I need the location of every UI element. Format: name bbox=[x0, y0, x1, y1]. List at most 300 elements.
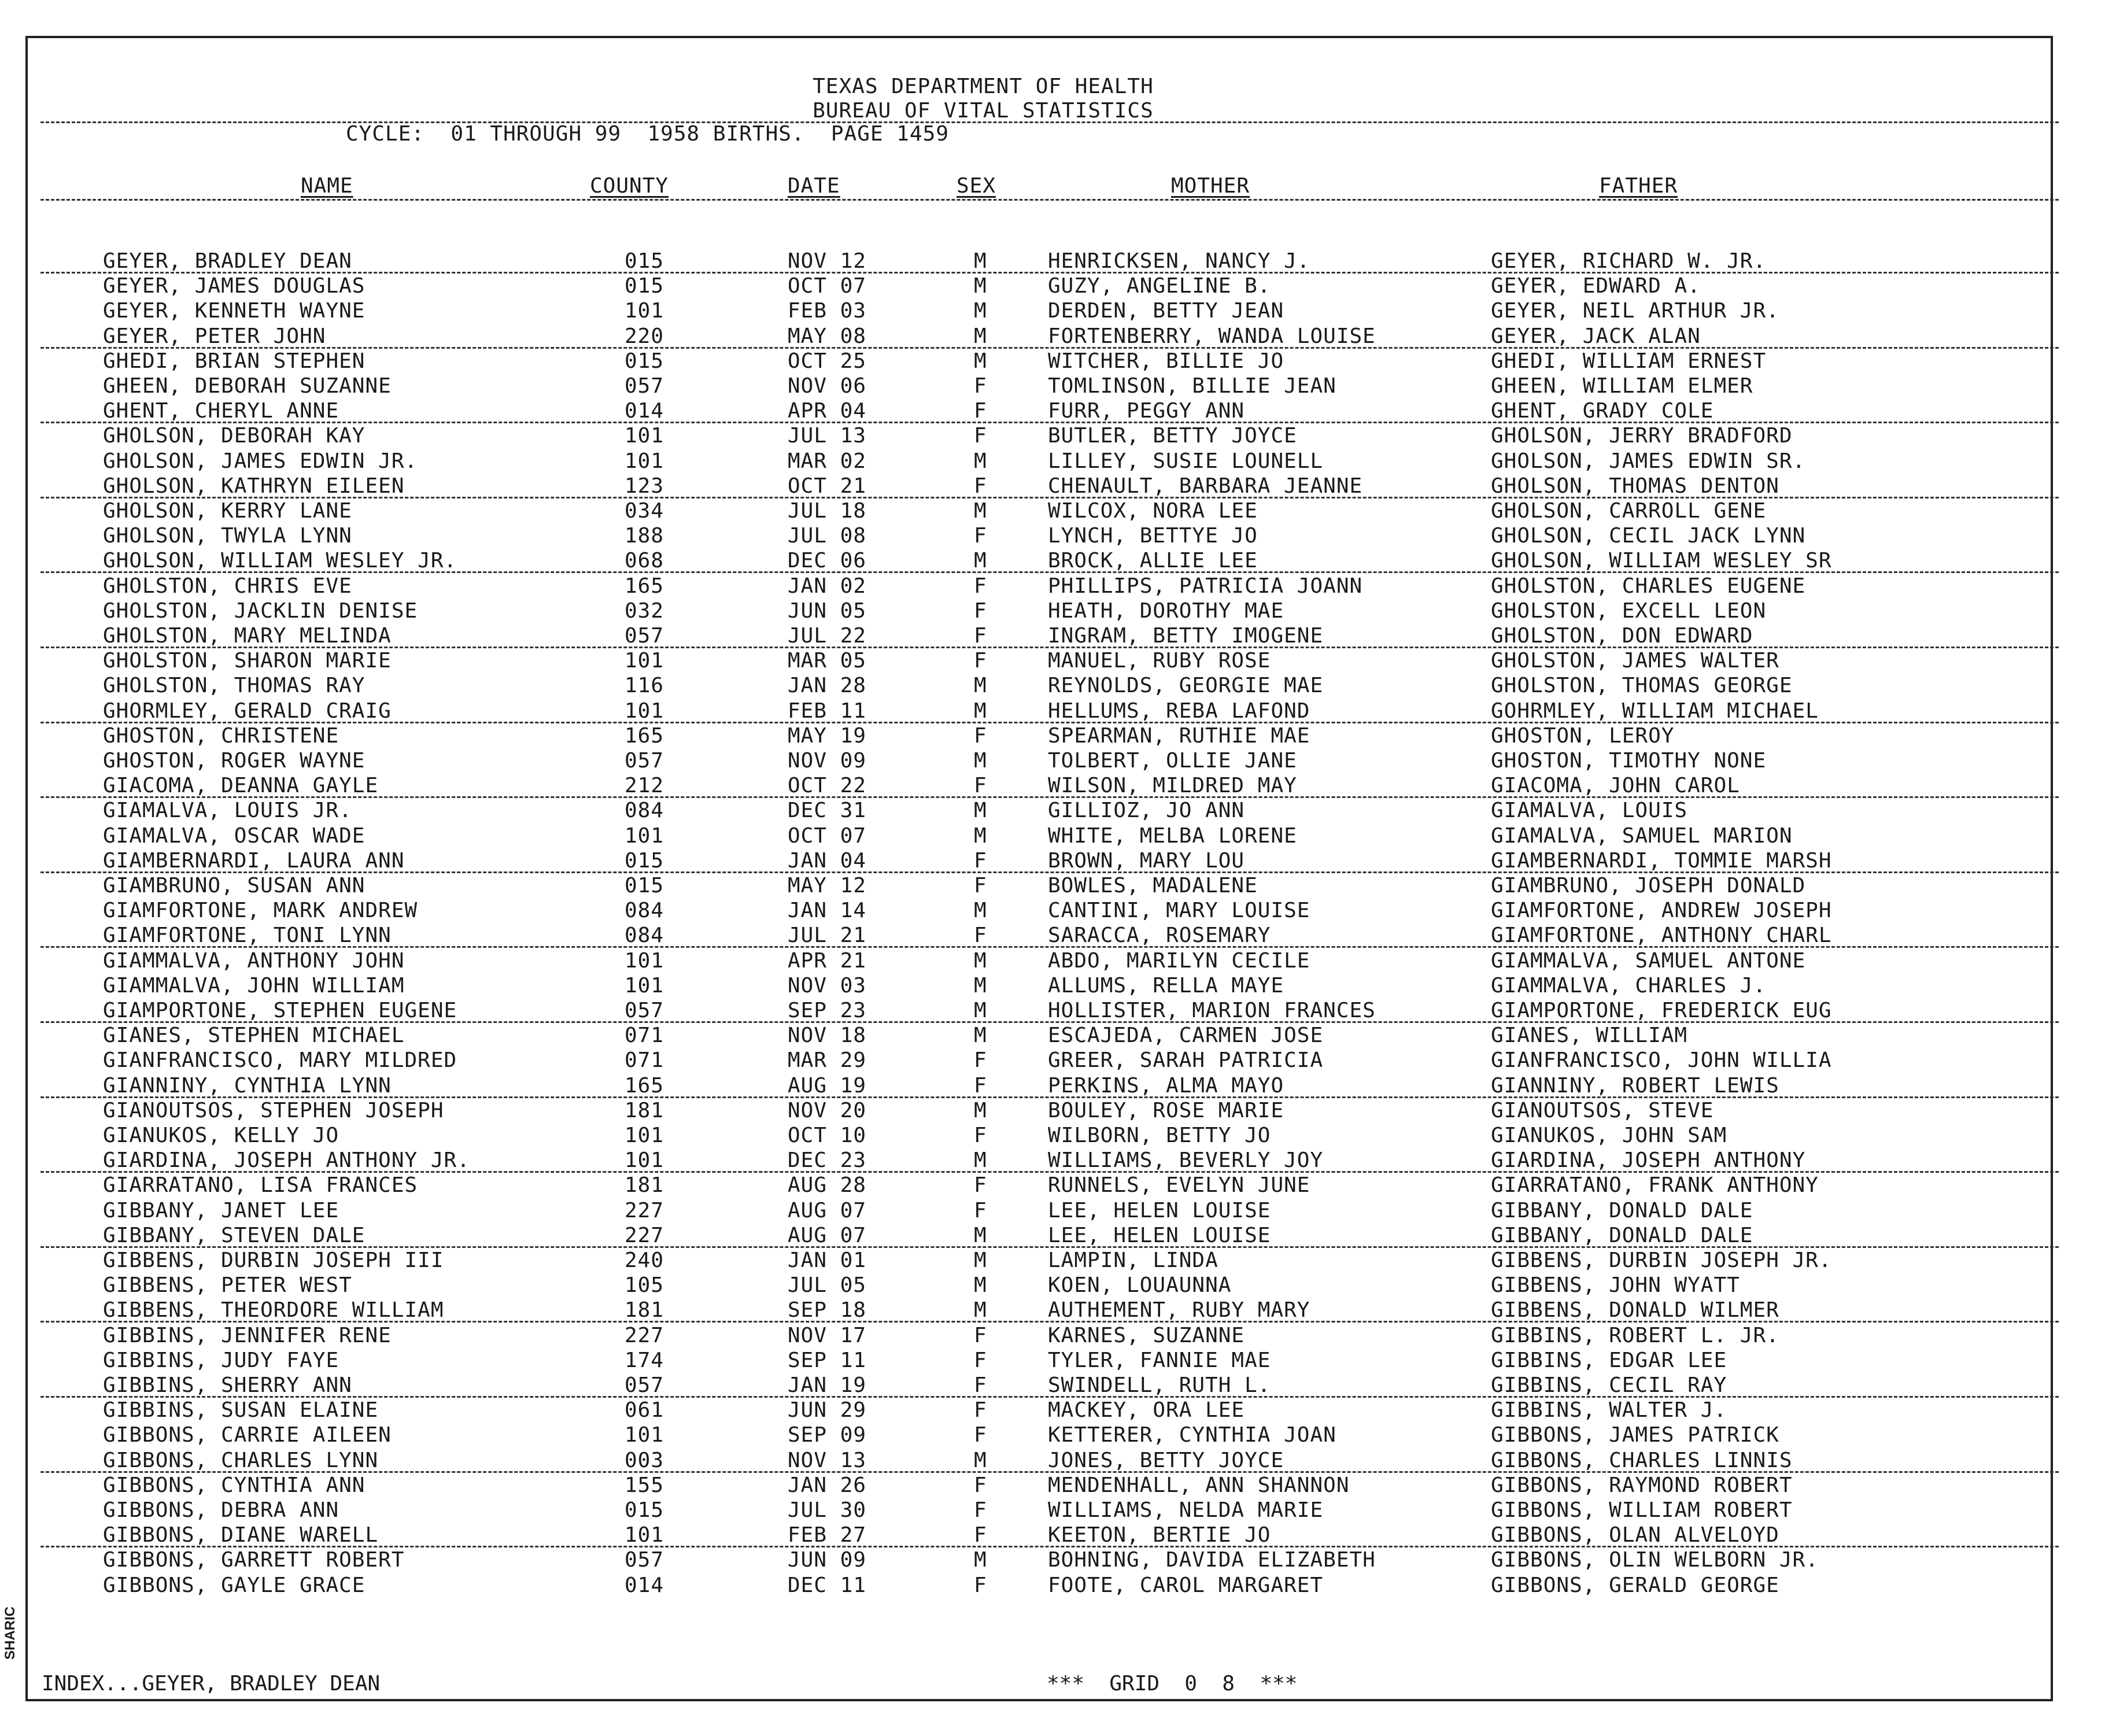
date-cell: OCT 10 bbox=[788, 1124, 867, 1147]
date-cell: AUG 19 bbox=[788, 1073, 867, 1098]
mother-cell: KETTERER, CYNTHIA JOAN bbox=[1048, 1423, 1336, 1447]
county-cell: 101 bbox=[625, 1523, 664, 1547]
date-cell: DEC 06 bbox=[788, 549, 867, 573]
table-row bbox=[0, 525, 2116, 549]
table-row bbox=[0, 649, 2116, 674]
col-header-father: FATHER bbox=[1599, 174, 1678, 198]
sex-cell: F bbox=[974, 1398, 987, 1423]
county-cell: 105 bbox=[625, 1273, 664, 1298]
table-row bbox=[0, 500, 2116, 524]
rule bbox=[40, 272, 2059, 274]
sex-cell: M bbox=[974, 449, 987, 473]
date-cell: JUN 29 bbox=[788, 1398, 867, 1423]
county-cell: 165 bbox=[625, 1073, 664, 1098]
county-cell: 084 bbox=[625, 799, 664, 823]
mother-cell: SARACCA, ROSEMARY bbox=[1048, 924, 1271, 948]
name-cell: GHOLSON, DEBORAH KAY bbox=[103, 424, 365, 448]
sex-cell: M bbox=[974, 299, 987, 323]
index-line: INDEX...GEYER, BRADLEY DEAN bbox=[42, 1672, 381, 1696]
rule bbox=[40, 422, 2059, 423]
name-cell: GIACOMA, DEANNA GAYLE bbox=[103, 774, 379, 798]
table-row bbox=[0, 799, 2116, 823]
father-cell: GHOLSON, JERRY BRADFORD bbox=[1491, 424, 1793, 448]
father-cell: GHOSTON, TIMOTHY NONE bbox=[1491, 749, 1767, 773]
county-cell: 015 bbox=[625, 274, 664, 298]
father-cell: GIANNINY, ROBERT LEWIS bbox=[1491, 1073, 1779, 1098]
name-cell: GEYER, PETER JOHN bbox=[103, 324, 326, 348]
table-row bbox=[0, 1074, 2116, 1099]
name-cell: GIBBINS, JUDY FAYE bbox=[103, 1348, 339, 1372]
date-cell: JAN 02 bbox=[788, 574, 867, 598]
name-cell: GHEDI, BRIAN STEPHEN bbox=[103, 349, 365, 373]
table-row bbox=[0, 749, 2116, 774]
rule bbox=[40, 497, 2059, 498]
sex-cell: M bbox=[974, 973, 987, 998]
sex-cell: F bbox=[974, 599, 987, 623]
name-cell: GIAMMALVA, JOHN WILLIAM bbox=[103, 973, 405, 998]
rule bbox=[40, 946, 2059, 948]
date-cell: OCT 21 bbox=[788, 474, 867, 498]
father-cell: GHOLSTON, EXCELL LEON bbox=[1491, 599, 1767, 623]
county-cell: 057 bbox=[625, 749, 664, 773]
date-cell: MAR 02 bbox=[788, 449, 867, 473]
name-cell: GIBBENS, DURBIN JOSEPH III bbox=[103, 1249, 444, 1272]
county-cell: 034 bbox=[625, 499, 664, 523]
sex-cell: M bbox=[974, 1298, 987, 1323]
mother-cell: INGRAM, BETTY IMOGENE bbox=[1048, 624, 1324, 648]
date-cell: DEC 23 bbox=[788, 1148, 867, 1173]
table-row bbox=[0, 899, 2116, 924]
county-cell: 068 bbox=[625, 549, 664, 573]
name-cell: GHOLSTON, THOMAS RAY bbox=[103, 674, 365, 698]
sex-cell: F bbox=[974, 1498, 987, 1522]
name-cell: GHOLSTON, CHRIS EVE bbox=[103, 574, 352, 598]
father-cell: GIBBONS, GERALD GEORGE bbox=[1491, 1573, 1779, 1597]
table-row bbox=[0, 625, 2116, 649]
rule bbox=[40, 722, 2059, 723]
date-cell: JUN 05 bbox=[788, 599, 867, 623]
county-cell: 174 bbox=[625, 1348, 664, 1372]
father-cell: GEYER, EDWARD A. bbox=[1491, 274, 1701, 298]
sex-cell: M bbox=[974, 1024, 987, 1048]
col-header-date: DATE bbox=[788, 174, 840, 198]
mother-cell: WILCOX, NORA LEE bbox=[1048, 499, 1258, 523]
sex-cell: F bbox=[974, 1348, 987, 1372]
county-cell: 071 bbox=[625, 1024, 664, 1048]
county-cell: 061 bbox=[625, 1398, 664, 1423]
mother-cell: WHITE, MELBA LORENE bbox=[1048, 823, 1297, 848]
table-row bbox=[0, 1499, 2116, 1523]
sex-cell: F bbox=[974, 574, 987, 598]
date-cell: JUL 08 bbox=[788, 524, 867, 548]
county-cell: 212 bbox=[625, 774, 664, 798]
name-cell: GHOLSTON, JACKLIN DENISE bbox=[103, 599, 418, 623]
mother-cell: TOLBERT, OLLIE JANE bbox=[1048, 749, 1297, 773]
table-row bbox=[0, 325, 2116, 349]
father-cell: GEYER, NEIL ARTHUR JR. bbox=[1491, 299, 1779, 323]
table-row bbox=[0, 1274, 2116, 1298]
sex-cell: F bbox=[974, 374, 987, 398]
col-header-county: COUNTY bbox=[590, 174, 669, 198]
father-cell: GHOLSON, JAMES EDWIN SR. bbox=[1491, 449, 1806, 473]
rule bbox=[40, 647, 2059, 648]
date-cell: NOV 12 bbox=[788, 249, 867, 273]
name-cell: GIAMFORTONE, MARK ANDREW bbox=[103, 899, 418, 923]
table-row bbox=[0, 999, 2116, 1024]
date-cell: JAN 19 bbox=[788, 1373, 867, 1397]
table-row bbox=[0, 1424, 2116, 1448]
name-cell: GHOLSTON, MARY MELINDA bbox=[103, 624, 392, 648]
mother-cell: FURR, PEGGY ANN bbox=[1048, 399, 1245, 423]
sex-cell: F bbox=[974, 424, 987, 448]
table-row bbox=[0, 1299, 2116, 1323]
father-cell: GEYER, JACK ALAN bbox=[1491, 324, 1701, 348]
table-row bbox=[0, 1124, 2116, 1148]
name-cell: GIBBINS, SHERRY ANN bbox=[103, 1373, 352, 1397]
county-cell: 014 bbox=[625, 1573, 664, 1597]
mother-cell: CANTINI, MARY LOUISE bbox=[1048, 899, 1310, 923]
county-cell: 116 bbox=[625, 674, 664, 698]
mother-cell: KOEN, LOUAUNNA bbox=[1048, 1273, 1232, 1298]
county-cell: 057 bbox=[625, 1548, 664, 1572]
name-cell: GIANNINY, CYNTHIA LYNN bbox=[103, 1073, 392, 1098]
county-cell: 015 bbox=[625, 249, 664, 273]
father-cell: GIAMALVA, SAMUEL MARION bbox=[1491, 823, 1793, 848]
rule bbox=[40, 1246, 2059, 1248]
mother-cell: FOOTE, CAROL MARGARET bbox=[1048, 1573, 1324, 1597]
table-row bbox=[0, 600, 2116, 624]
sex-cell: F bbox=[974, 848, 987, 873]
date-cell: SEP 11 bbox=[788, 1348, 867, 1372]
county-cell: 071 bbox=[625, 1048, 664, 1073]
mother-cell: HENRICKSEN, NANCY J. bbox=[1048, 249, 1310, 273]
name-cell: GHOLSON, TWYLA LYNN bbox=[103, 524, 352, 548]
father-cell: GIBBONS, OLAN ALVELOYD bbox=[1491, 1523, 1779, 1547]
father-cell: GIBBENS, DURBIN JOSEPH JR. bbox=[1491, 1249, 1832, 1272]
mother-cell: LYNCH, BETTYE JO bbox=[1048, 524, 1258, 548]
sex-cell: F bbox=[974, 1173, 987, 1198]
date-cell: JAN 26 bbox=[788, 1473, 867, 1497]
name-cell: GIBBONS, CYNTHIA ANN bbox=[103, 1473, 365, 1497]
date-cell: NOV 09 bbox=[788, 749, 867, 773]
date-cell: JUN 09 bbox=[788, 1548, 867, 1572]
father-cell: GIAMPORTONE, FREDERICK EUG bbox=[1491, 999, 1832, 1022]
table-row bbox=[0, 674, 2116, 699]
sex-cell: F bbox=[974, 624, 987, 648]
sex-cell: M bbox=[974, 1448, 987, 1472]
table-row bbox=[0, 924, 2116, 948]
date-cell: AUG 07 bbox=[788, 1198, 867, 1222]
sex-cell: M bbox=[974, 249, 987, 273]
name-cell: GIAMPORTONE, STEPHEN EUGENE bbox=[103, 999, 457, 1022]
sex-cell: M bbox=[974, 674, 987, 698]
table-row bbox=[0, 1324, 2116, 1349]
mother-cell: MENDENHALL, ANN SHANNON bbox=[1048, 1473, 1350, 1497]
bureau-title: BUREAU OF VITAL STATISTICS bbox=[813, 99, 1154, 123]
sex-cell: M bbox=[974, 823, 987, 848]
date-cell: APR 21 bbox=[788, 948, 867, 973]
father-cell: GIBBONS, RAYMOND ROBERT bbox=[1491, 1473, 1793, 1497]
sex-cell: M bbox=[974, 549, 987, 573]
father-cell: GIAMBERNARDI, TOMMIE MARSH bbox=[1491, 848, 1832, 873]
mother-cell: SWINDELL, RUTH L. bbox=[1048, 1373, 1271, 1397]
name-cell: GHOLSON, WILLIAM WESLEY JR. bbox=[103, 549, 457, 573]
county-cell: 101 bbox=[625, 948, 664, 973]
name-cell: GEYER, JAMES DOUGLAS bbox=[103, 274, 365, 298]
mother-cell: BROWN, MARY LOU bbox=[1048, 848, 1245, 873]
name-cell: GIANOUTSOS, STEPHEN JOSEPH bbox=[103, 1098, 444, 1122]
date-cell: SEP 23 bbox=[788, 999, 867, 1022]
mother-cell: KEETON, BERTIE JO bbox=[1048, 1523, 1271, 1547]
county-cell: 084 bbox=[625, 899, 664, 923]
mother-cell: AUTHEMENT, RUBY MARY bbox=[1048, 1298, 1310, 1323]
sex-cell: F bbox=[974, 1073, 987, 1098]
county-cell: 101 bbox=[625, 699, 664, 723]
county-cell: 227 bbox=[625, 1198, 664, 1222]
father-cell: GIAMALVA, LOUIS bbox=[1491, 799, 1688, 823]
county-cell: 188 bbox=[625, 524, 664, 548]
county-cell: 015 bbox=[625, 848, 664, 873]
county-cell: 155 bbox=[625, 1473, 664, 1497]
father-cell: GIANOUTSOS, STEVE bbox=[1491, 1098, 1714, 1122]
father-cell: GIBBONS, OLIN WELBORN JR. bbox=[1491, 1548, 1819, 1572]
county-cell: 240 bbox=[625, 1249, 664, 1272]
mother-cell: SPEARMAN, RUTHIE MAE bbox=[1048, 723, 1310, 748]
date-cell: AUG 07 bbox=[788, 1223, 867, 1247]
mother-cell: PHILLIPS, PATRICIA JOANN bbox=[1048, 574, 1363, 598]
date-cell: OCT 07 bbox=[788, 274, 867, 298]
name-cell: GIBBONS, GAYLE GRACE bbox=[103, 1573, 365, 1597]
name-cell: GIBBONS, DIANE WARELL bbox=[103, 1523, 379, 1547]
sex-cell: F bbox=[974, 1323, 987, 1347]
father-cell: GIBBONS, JAMES PATRICK bbox=[1491, 1423, 1779, 1447]
father-cell: GIANFRANCISCO, JOHN WILLIA bbox=[1491, 1048, 1832, 1073]
name-cell: GIAMALVA, LOUIS JR. bbox=[103, 799, 352, 823]
county-cell: 014 bbox=[625, 399, 664, 423]
county-cell: 057 bbox=[625, 624, 664, 648]
date-cell: DEC 31 bbox=[788, 799, 867, 823]
table-row bbox=[0, 1249, 2116, 1273]
county-cell: 015 bbox=[625, 349, 664, 373]
father-cell: GOHRMLEY, WILLIAM MICHAEL bbox=[1491, 699, 1819, 723]
sex-cell: M bbox=[974, 1249, 987, 1272]
mother-cell: JONES, BETTY JOYCE bbox=[1048, 1448, 1284, 1472]
mother-cell: HOLLISTER, MARION FRANCES bbox=[1048, 999, 1376, 1022]
date-cell: JUL 18 bbox=[788, 499, 867, 523]
date-cell: OCT 22 bbox=[788, 774, 867, 798]
table-row bbox=[0, 849, 2116, 874]
father-cell: GHOLSTON, CHARLES EUGENE bbox=[1491, 574, 1806, 598]
date-cell: NOV 13 bbox=[788, 1448, 867, 1472]
county-cell: 101 bbox=[625, 649, 664, 673]
table-row bbox=[0, 549, 2116, 574]
county-cell: 165 bbox=[625, 723, 664, 748]
table-row bbox=[0, 350, 2116, 374]
sex-cell: M bbox=[974, 1098, 987, 1122]
father-cell: GHOLSON, THOMAS DENTON bbox=[1491, 474, 1779, 498]
sex-cell: F bbox=[974, 924, 987, 948]
father-cell: GHEDI, WILLIAM ERNEST bbox=[1491, 349, 1767, 373]
name-cell: GIAMMALVA, ANTHONY JOHN bbox=[103, 948, 405, 973]
father-cell: GIARDINA, JOSEPH ANTHONY bbox=[1491, 1148, 1806, 1173]
rule bbox=[40, 1471, 2059, 1473]
rule bbox=[40, 571, 2059, 573]
sex-cell: M bbox=[974, 349, 987, 373]
sex-cell: M bbox=[974, 799, 987, 823]
date-cell: NOV 20 bbox=[788, 1098, 867, 1122]
date-cell: JUL 22 bbox=[788, 624, 867, 648]
father-cell: GIBBINS, ROBERT L. JR. bbox=[1491, 1323, 1779, 1347]
county-cell: 101 bbox=[625, 299, 664, 323]
rule bbox=[40, 796, 2059, 798]
table-row bbox=[0, 725, 2116, 749]
county-cell: 101 bbox=[625, 1124, 664, 1147]
sex-cell: F bbox=[974, 1573, 987, 1597]
date-cell: FEB 11 bbox=[788, 699, 867, 723]
sex-cell: M bbox=[974, 1273, 987, 1298]
date-cell: MAY 19 bbox=[788, 723, 867, 748]
sex-cell: F bbox=[974, 1523, 987, 1547]
date-cell: JUL 30 bbox=[788, 1498, 867, 1522]
mother-cell: BOULEY, ROSE MARIE bbox=[1048, 1098, 1284, 1122]
sex-cell: F bbox=[974, 1124, 987, 1147]
father-cell: GHOLSON, WILLIAM WESLEY SR bbox=[1491, 549, 1832, 573]
mother-cell: RUNNELS, EVELYN JUNE bbox=[1048, 1173, 1310, 1198]
mother-cell: WILSON, MILDRED MAY bbox=[1048, 774, 1297, 798]
date-cell: FEB 03 bbox=[788, 299, 867, 323]
sex-cell: F bbox=[974, 1048, 987, 1073]
table-row bbox=[0, 275, 2116, 299]
name-cell: GHENT, CHERYL ANNE bbox=[103, 399, 339, 423]
side-mark: SHARIC bbox=[2, 1606, 18, 1660]
father-cell: GIACOMA, JOHN CAROL bbox=[1491, 774, 1740, 798]
name-cell: GHOLSTON, SHARON MARIE bbox=[103, 649, 392, 673]
table-row bbox=[0, 1174, 2116, 1198]
date-cell: NOV 06 bbox=[788, 374, 867, 398]
county-cell: 220 bbox=[625, 324, 664, 348]
sex-cell: F bbox=[974, 774, 987, 798]
date-cell: FEB 27 bbox=[788, 1523, 867, 1547]
mother-cell: BROCK, ALLIE LEE bbox=[1048, 549, 1258, 573]
rule bbox=[40, 1321, 2059, 1323]
sex-cell: M bbox=[974, 948, 987, 973]
name-cell: GHOLSON, KERRY LANE bbox=[103, 499, 352, 523]
name-cell: GHOLSON, JAMES EDWIN JR. bbox=[103, 449, 418, 473]
date-cell: SEP 18 bbox=[788, 1298, 867, 1323]
rule bbox=[40, 121, 2059, 123]
mother-cell: MANUEL, RUBY ROSE bbox=[1048, 649, 1271, 673]
name-cell: GIARRATANO, LISA FRANCES bbox=[103, 1173, 418, 1198]
county-cell: 165 bbox=[625, 574, 664, 598]
sex-cell: M bbox=[974, 1548, 987, 1572]
county-cell: 227 bbox=[625, 1223, 664, 1247]
father-cell: GIAMMALVA, CHARLES J. bbox=[1491, 973, 1767, 998]
grid-indicator: *** GRID 0 8 *** bbox=[1047, 1672, 1298, 1696]
table-row bbox=[0, 1149, 2116, 1173]
sex-cell: F bbox=[974, 474, 987, 498]
table-row bbox=[0, 375, 2116, 399]
mother-cell: BUTLER, BETTY JOYCE bbox=[1048, 424, 1297, 448]
mother-cell: LILLEY, SUSIE LOUNELL bbox=[1048, 449, 1324, 473]
table-row bbox=[0, 1099, 2116, 1124]
name-cell: GIANUKOS, KELLY JO bbox=[103, 1124, 339, 1147]
date-cell: NOV 03 bbox=[788, 973, 867, 998]
name-cell: GIBBINS, JENNIFER RENE bbox=[103, 1323, 392, 1347]
sex-cell: M bbox=[974, 324, 987, 348]
table-row bbox=[0, 1049, 2116, 1073]
table-row bbox=[0, 450, 2116, 474]
county-cell: 101 bbox=[625, 973, 664, 998]
date-cell: NOV 18 bbox=[788, 1024, 867, 1048]
rule bbox=[40, 1396, 2059, 1398]
mother-cell: GILLIOZ, JO ANN bbox=[1048, 799, 1245, 823]
father-cell: GIBBINS, WALTER J. bbox=[1491, 1398, 1727, 1423]
date-cell: MAY 12 bbox=[788, 874, 867, 897]
date-cell: JUL 13 bbox=[788, 424, 867, 448]
table-row bbox=[0, 1574, 2116, 1598]
cycle-line: CYCLE: 01 THROUGH 99 1958 BIRTHS. PAGE 1459 bbox=[346, 122, 949, 146]
name-cell: GIAMFORTONE, TONI LYNN bbox=[103, 924, 392, 948]
date-cell: JAN 28 bbox=[788, 674, 867, 698]
father-cell: GIBBENS, DONALD WILMER bbox=[1491, 1298, 1779, 1323]
date-cell: APR 04 bbox=[788, 399, 867, 423]
father-cell: GHEEN, WILLIAM ELMER bbox=[1491, 374, 1753, 398]
name-cell: GIBBENS, THEORDORE WILLIAM bbox=[103, 1298, 444, 1323]
rule bbox=[40, 871, 2059, 873]
father-cell: GHOSTON, LEROY bbox=[1491, 723, 1675, 748]
father-cell: GIBBINS, CECIL RAY bbox=[1491, 1373, 1727, 1397]
father-cell: GIBBANY, DONALD DALE bbox=[1491, 1198, 1753, 1222]
mother-cell: LEE, HELEN LOUISE bbox=[1048, 1198, 1271, 1222]
father-cell: GHOLSTON, DON EDWARD bbox=[1491, 624, 1753, 648]
mother-cell: WILBORN, BETTY JO bbox=[1048, 1124, 1271, 1147]
table-row bbox=[0, 774, 2116, 799]
date-cell: NOV 17 bbox=[788, 1323, 867, 1347]
table-row bbox=[0, 974, 2116, 999]
sex-cell: M bbox=[974, 274, 987, 298]
date-cell: AUG 28 bbox=[788, 1173, 867, 1198]
col-header-sex: SEX bbox=[957, 174, 996, 198]
county-cell: 101 bbox=[625, 1148, 664, 1173]
date-cell: JUL 05 bbox=[788, 1273, 867, 1298]
county-cell: 101 bbox=[625, 449, 664, 473]
name-cell: GIAMBRUNO, SUSAN ANN bbox=[103, 874, 365, 897]
father-cell: GIBBENS, JOHN WYATT bbox=[1491, 1273, 1740, 1298]
mother-cell: REYNOLDS, GEORGIE MAE bbox=[1048, 674, 1324, 698]
date-cell: SEP 09 bbox=[788, 1423, 867, 1447]
table-row bbox=[0, 1224, 2116, 1249]
rule bbox=[40, 1546, 2059, 1547]
name-cell: GIARDINA, JOSEPH ANTHONY JR. bbox=[103, 1148, 470, 1173]
mother-cell: FORTENBERRY, WANDA LOUISE bbox=[1048, 324, 1376, 348]
sex-cell: F bbox=[974, 874, 987, 897]
name-cell: GEYER, BRADLEY DEAN bbox=[103, 249, 352, 273]
name-cell: GIBBENS, PETER WEST bbox=[103, 1273, 352, 1298]
date-cell: MAY 08 bbox=[788, 324, 867, 348]
table-row bbox=[0, 1449, 2116, 1473]
date-cell: JAN 04 bbox=[788, 848, 867, 873]
table-row bbox=[0, 1024, 2116, 1048]
sex-cell: M bbox=[974, 1148, 987, 1173]
sex-cell: M bbox=[974, 899, 987, 923]
county-cell: 101 bbox=[625, 823, 664, 848]
sex-cell: F bbox=[974, 524, 987, 548]
name-cell: GIANES, STEPHEN MICHAEL bbox=[103, 1024, 405, 1048]
table-row bbox=[0, 300, 2116, 324]
name-cell: GHOSTON, CHRISTENE bbox=[103, 723, 339, 748]
father-cell: GHOLSON, CARROLL GENE bbox=[1491, 499, 1767, 523]
father-cell: GIBBONS, CHARLES LINNIS bbox=[1491, 1448, 1793, 1472]
